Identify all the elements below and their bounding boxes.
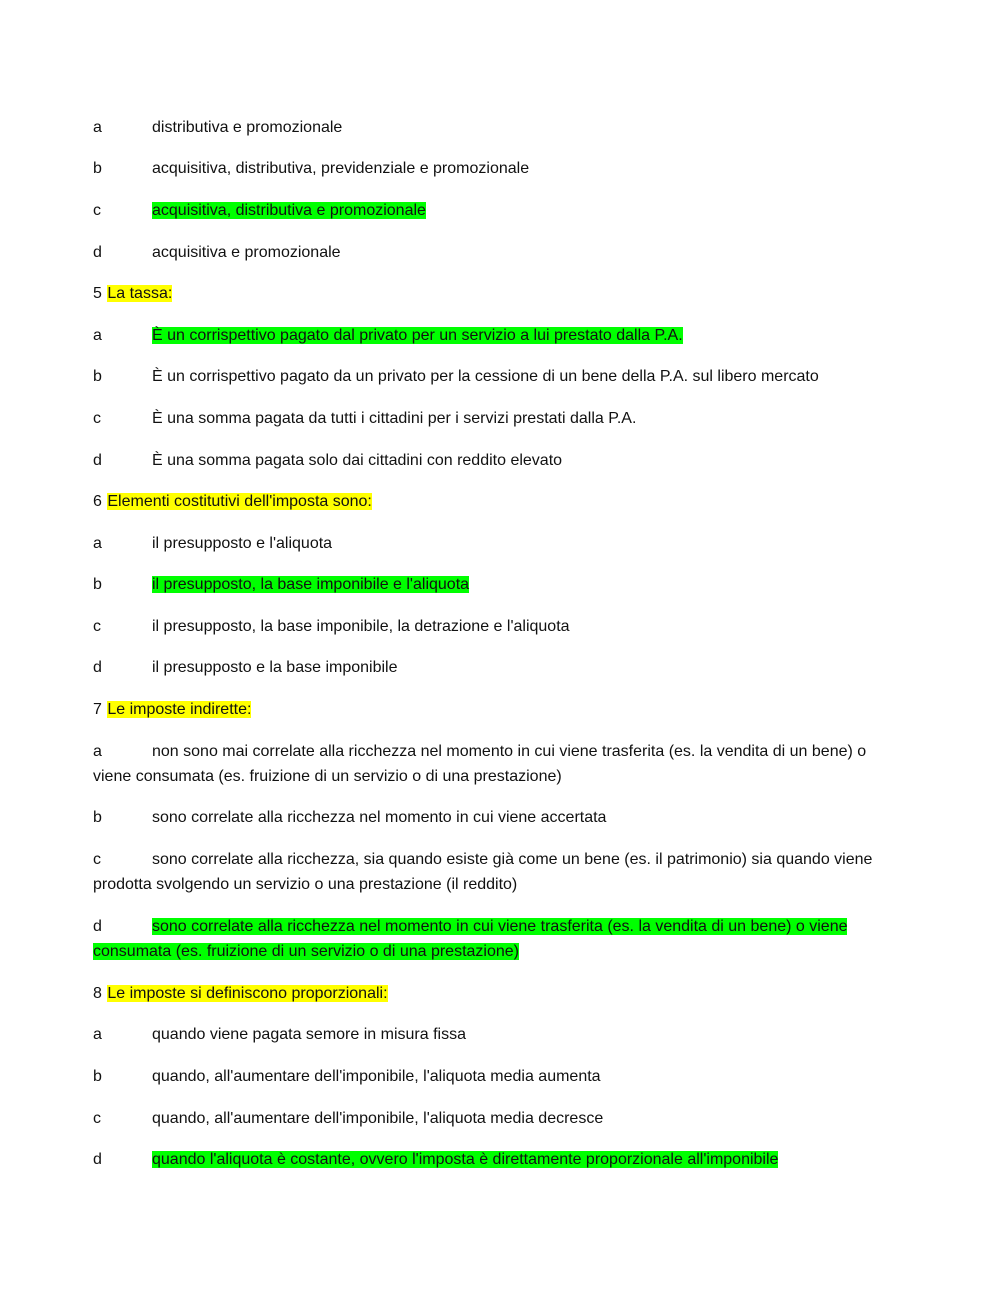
option-q4-b <box>93 156 900 181</box>
question-8 <box>93 981 900 1006</box>
option-q8-a <box>93 1022 900 1047</box>
option-text: acquisitiva, distributiva, previdenziale e promozionale <box>152 160 530 177</box>
option-letter: b <box>93 576 102 593</box>
option-letter: d <box>93 244 102 261</box>
option-q6-c <box>93 614 900 639</box>
correct-answer-highlight: sono correlate alla ricchezza nel momento in cui viene trasferita (es. la vendita di un bene) o viene consumata (es. fruizione di un servizio o di una prestazione) <box>93 918 848 960</box>
option-letter: d <box>93 1151 102 1168</box>
option-q8-d-correct <box>93 1147 900 1172</box>
option-q4-c-correct <box>93 198 900 223</box>
option-q4-d <box>93 240 900 265</box>
option-text: È una somma pagata da tutti i cittadini per i servizi prestati dalla P.A. <box>152 410 637 427</box>
option-letter: b <box>93 368 102 385</box>
option-text: È un corrispettivo pagato da un privato per la cessione di un bene della P.A. sul libero mercato <box>152 368 819 385</box>
option-q5-c <box>93 406 900 431</box>
option-letter: a <box>93 535 102 552</box>
correct-answer-highlight: È un corrispettivo pagato dal privato per un servizio a lui prestato dalla P.A. <box>152 327 683 344</box>
question-text-highlight: Elementi costitutivi dell'imposta sono: <box>107 493 372 510</box>
option-q7-d-correct <box>93 914 900 964</box>
correct-answer-highlight: quando l'aliquota è costante, ovvero l'imposta è direttamente proporzionale all'imponibile <box>152 1151 779 1168</box>
question-number: 6 <box>93 493 102 510</box>
option-text: acquisitiva e promozionale <box>152 244 341 261</box>
option-text: sono correlate alla ricchezza nel momento in cui viene accertata <box>152 809 607 826</box>
question-7 <box>93 697 900 722</box>
option-q6-b-correct <box>93 572 900 597</box>
option-q4-a <box>93 115 900 140</box>
option-letter: c <box>93 1110 101 1127</box>
option-text: distributiva e promozionale <box>152 119 343 136</box>
option-text: È una somma pagata solo dai cittadini con reddito elevato <box>152 452 563 469</box>
option-letter: a <box>93 743 102 760</box>
option-q5-b <box>93 364 900 389</box>
option-letter: a <box>93 327 102 344</box>
question-text-highlight: Le imposte indirette: <box>107 701 252 718</box>
option-letter: d <box>93 918 102 935</box>
option-text: il presupposto e la base imponibile <box>152 659 398 676</box>
option-q6-d <box>93 655 900 680</box>
option-letter: c <box>93 202 101 219</box>
question-number: 8 <box>93 985 102 1002</box>
option-text: il presupposto, la base imponibile, la detrazione e l'aliquota <box>152 618 570 635</box>
option-letter: b <box>93 809 102 826</box>
option-q5-a-correct <box>93 323 900 348</box>
option-letter: c <box>93 618 101 635</box>
option-text: non sono mai correlate alla ricchezza nel momento in cui viene trasferita (es. la vendita di un bene) o viene consumata (es. fruizione di un servizio o di una prestazione) <box>93 743 867 785</box>
correct-answer-highlight: il presupposto, la base imponibile e l'aliquota <box>152 576 470 593</box>
question-5 <box>93 281 900 306</box>
option-letter: d <box>93 659 102 676</box>
question-text-highlight: Le imposte si definiscono proporzionali: <box>107 985 388 1002</box>
option-q7-b <box>93 805 900 830</box>
option-text: il presupposto e l'aliquota <box>152 535 333 552</box>
option-letter: b <box>93 160 102 177</box>
option-letter: b <box>93 1068 102 1085</box>
option-text: quando viene pagata semore in misura fissa <box>152 1026 466 1043</box>
option-text: sono correlate alla ricchezza, sia quando esiste già come un bene (es. il patrimonio) sia quando viene prodotta svolgendo un servizio o una prestazione (il reddito) <box>93 851 873 893</box>
option-letter: c <box>93 410 101 427</box>
question-number: 5 <box>93 285 102 302</box>
option-text: quando, all'aumentare dell'imponibile, l'aliquota media decresce <box>152 1110 604 1127</box>
option-letter: d <box>93 452 102 469</box>
question-number: 7 <box>93 701 102 718</box>
option-letter: c <box>93 851 101 868</box>
option-q8-b <box>93 1064 900 1089</box>
option-q6-a <box>93 531 900 556</box>
correct-answer-highlight: acquisitiva, distributiva e promozionale <box>152 202 426 219</box>
option-text: quando, all'aumentare dell'imponibile, l'aliquota media aumenta <box>152 1068 601 1085</box>
option-q7-a <box>93 739 900 789</box>
option-letter: a <box>93 119 102 136</box>
option-q5-d <box>93 448 900 473</box>
option-q7-c <box>93 847 900 897</box>
option-letter: a <box>93 1026 102 1043</box>
question-text-highlight: La tassa: <box>107 285 173 302</box>
question-6 <box>93 489 900 514</box>
option-q8-c <box>93 1106 900 1131</box>
